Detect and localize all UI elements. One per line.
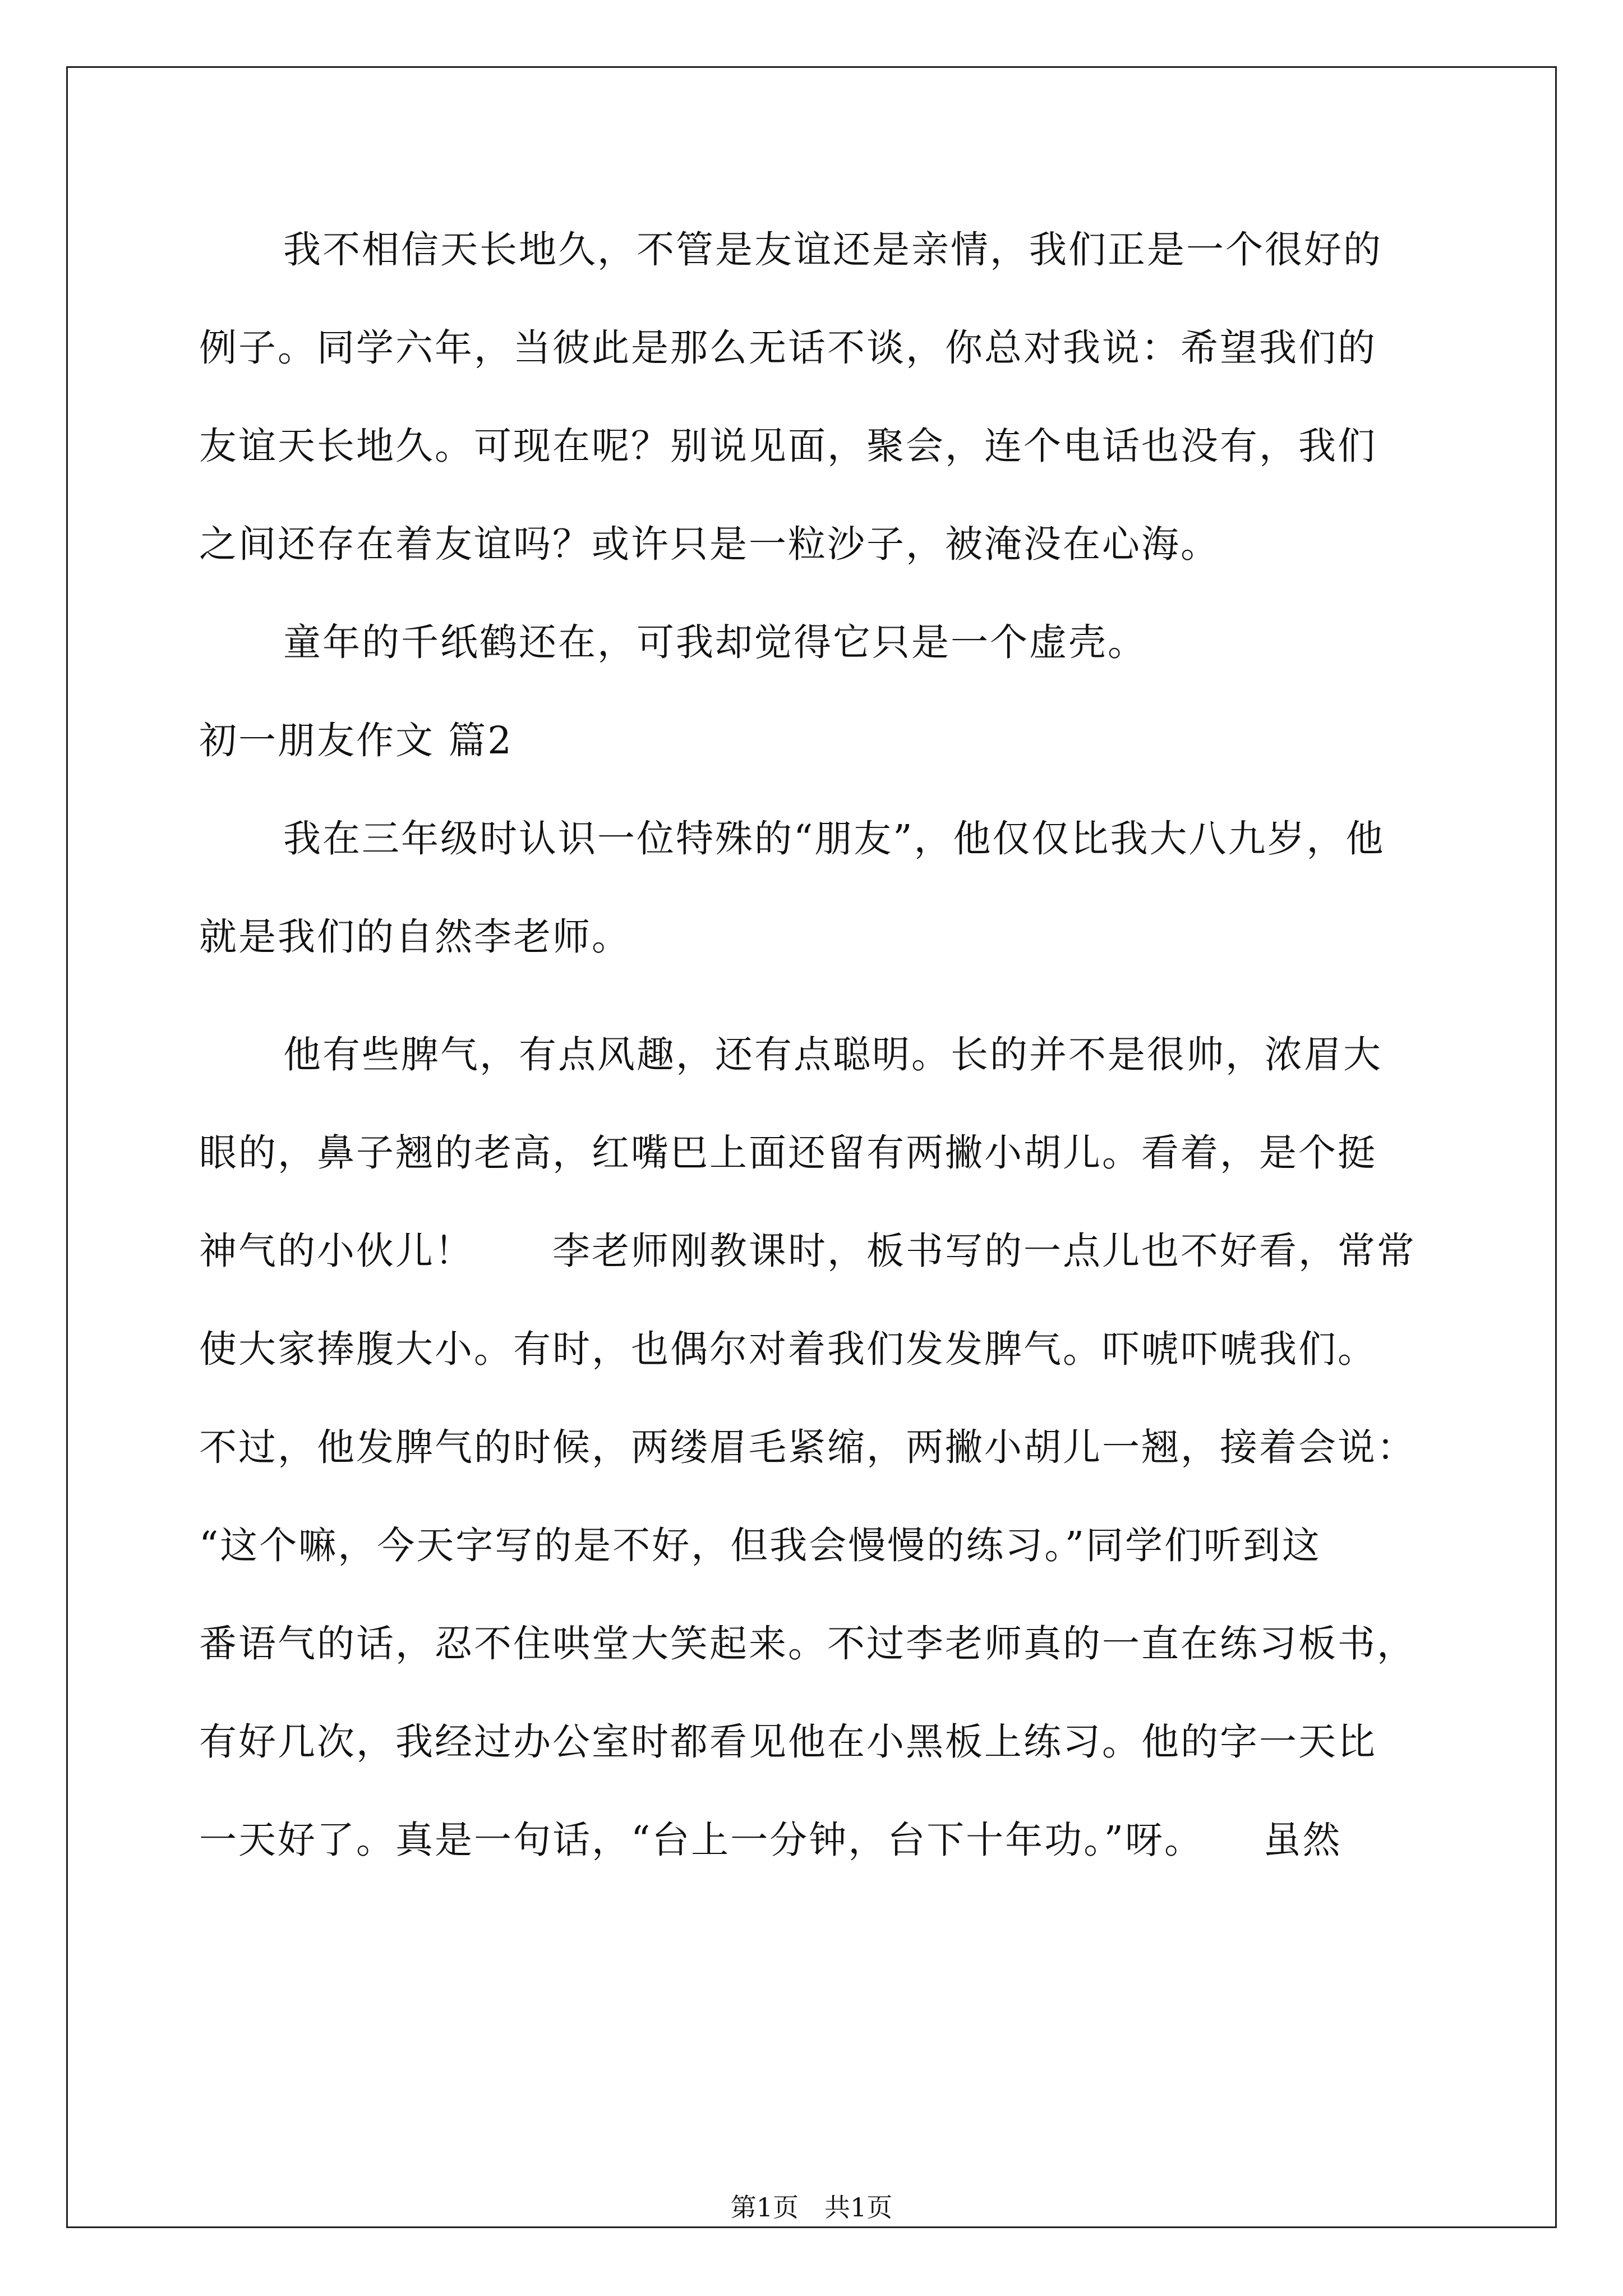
paragraph-line-12: 使大家捧腹大小。有时，也偶尔对着我们发发脾气。吓唬吓唬我们。 [199, 1327, 1377, 1371]
paragraph-line-15: 番语气的话，忍不住哄堂大笑起来。不过李老师真的一直在练习板书， [199, 1622, 1416, 1665]
paragraph-line-13: 不过，他发脾气的时候，两缕眉毛紧缩，两撇小胡儿一翘，接着会说： [199, 1425, 1416, 1469]
paragraph-line-5: 童年的千纸鹤还在，可我却觉得它只是一个虚壳。 [283, 620, 1147, 664]
paragraph-line-8: 就是我们的自然李老师。 [199, 915, 631, 959]
paragraph-line-2: 例子。同学六年，当彼此是那么无话不谈，你总对我说：希望我们的 [199, 326, 1377, 370]
paragraph-line-1: 我不相信天长地久，不管是友谊还是亲情，我们正是一个很好的 [283, 228, 1382, 272]
paragraph-line-3: 友谊天长地久。可现在呢？别说见面，聚会，连个电话也没有，我们 [199, 424, 1377, 468]
paragraph-line-9: 他有些脾气，有点风趣，还有点聪明。长的并不是很帅，浓眉大 [283, 1033, 1382, 1076]
paragraph-line-4: 之间还存在着友谊吗？或许只是一粒沙子，被淹没在心海。 [199, 522, 1220, 566]
paragraph-line-14: “这个嘛，今天字写的是不好，但我会慢慢的练习。”同学们听到这 [199, 1524, 1322, 1567]
paragraph-line-7: 我在三年级时认识一位特殊的“朋友”，他仅仅比我大八九岁，他 [283, 817, 1385, 861]
paragraph-line-17: 一天好了。真是一句话，“台上一分钟，台下十年功。”呀。 虽然 [199, 1818, 1342, 1862]
section-heading: 初一朋友作文 篇2 [199, 719, 513, 762]
paragraph-line-10: 眼的，鼻子翘的老高，红嘴巴上面还留有两撇小胡儿。看着，是个挺 [199, 1131, 1377, 1175]
page-footer: 第1页 共1页 [730, 2192, 893, 2223]
paragraph-line-11: 神气的小伙儿！ 李老师刚教课时，板书写的一点儿也不好看，常常 [199, 1229, 1416, 1273]
paragraph-line-16: 有好几次，我经过办公室时都看见他在小黑板上练习。他的字一天比 [199, 1720, 1377, 1764]
